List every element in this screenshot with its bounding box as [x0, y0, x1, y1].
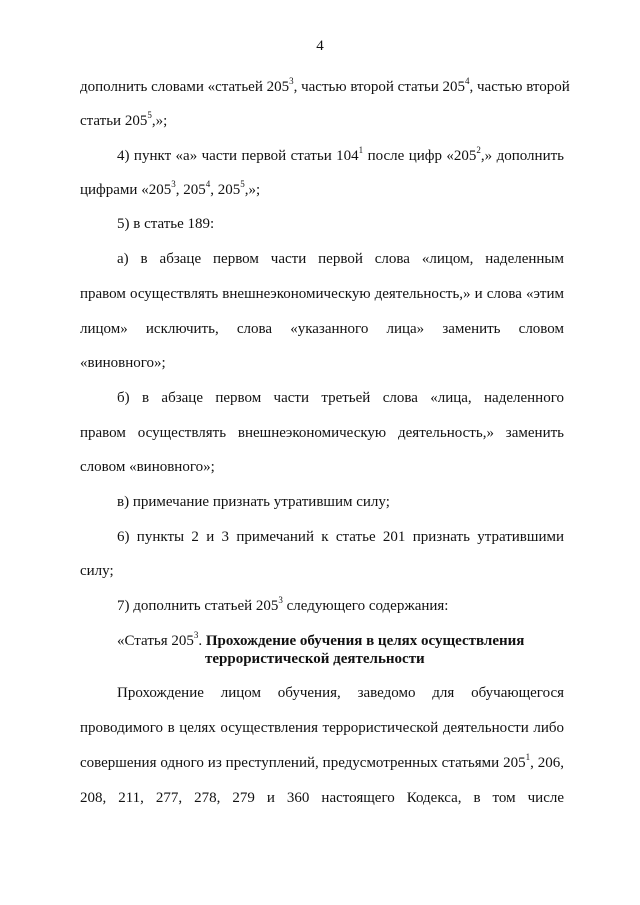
- paragraph-line: б) в абзаце первом части третьей слова «лица, наделенного: [117, 390, 564, 406]
- paragraph-line: проводимого в целях осуществления террористической деятельности либо: [80, 720, 564, 736]
- page-number: 4: [316, 38, 324, 54]
- paragraph-line: словом «виновного»;: [80, 459, 215, 475]
- paragraph-line: лицом» исключить, слова «указанного лица» заменить словом: [80, 321, 564, 337]
- paragraph-line: правом осуществлять внешнеэкономическую деятельность,» и слова «этим: [80, 286, 564, 302]
- paragraph-line: 4) пункт «а» части первой статьи $104^1$ после цифр «$205^2$,» дополнить: [117, 145, 564, 164]
- paragraph-line: дополнить словами «статьей $205^3$, частью второй статьи $205^4$, частью второй: [80, 76, 570, 95]
- paragraph-line: 7) дополнить статьей $205^3$ следующего содержания:: [117, 595, 449, 614]
- paragraph-line: совершения одного из преступлений, предусмотренных статьями $205^1$, 206,: [80, 752, 565, 771]
- paragraph-line: цифрами «$205^3$, $205^4$, $205^5$,»;: [80, 179, 261, 198]
- article-heading-line2: террористической деятельности: [205, 651, 425, 667]
- paragraph-line: статьи $205^5$,»;: [80, 110, 168, 129]
- paragraph-line: «виновного»;: [80, 355, 166, 371]
- paragraph-line: правом осуществлять внешнеэкономическую деятельность,» заменить: [80, 425, 564, 441]
- paragraph-line: 208, 211, 277, 278, 279 и 360 настоящего Кодекса, в том числе: [80, 790, 564, 806]
- paragraph-line: силу;: [80, 563, 114, 579]
- paragraph-line: 6) пункты 2 и 3 примечаний к статье 201 признать утратившими: [117, 529, 564, 545]
- paragraph-line: в) примечание признать утратившим силу;: [117, 494, 390, 510]
- paragraph-line: а) в абзаце первом части первой слова «лицом, наделенным: [117, 251, 564, 267]
- paragraph-line: 5) в статье 189:: [117, 216, 215, 232]
- paragraph-line: Прохождение лицом обучения, заведомо для обучающегося: [117, 685, 564, 701]
- article-heading: «Статья $205^3$. Прохождение обучения в целях осуществления: [117, 630, 525, 649]
